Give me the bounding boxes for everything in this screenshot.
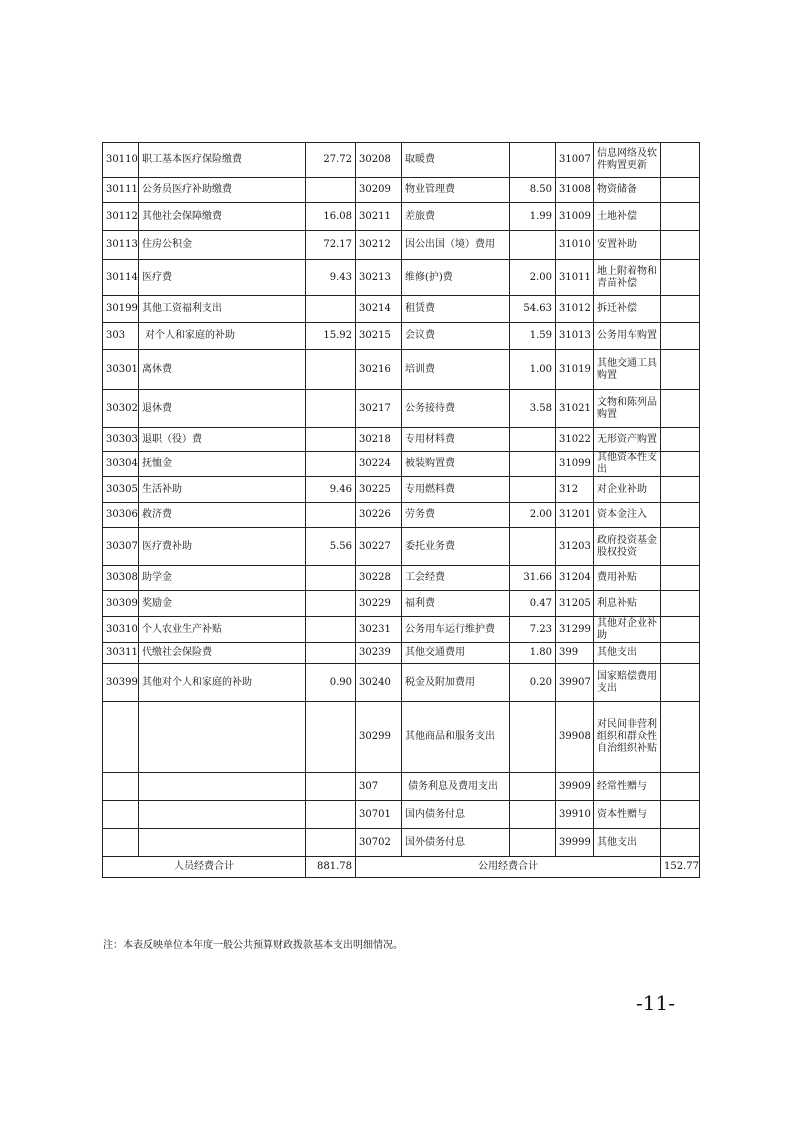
cell-n2: 专用燃料费 — [402, 477, 510, 503]
cell-a2 — [510, 801, 556, 829]
cell-c1: 30199 — [103, 296, 139, 323]
cell-n1 — [139, 801, 306, 829]
cell-n3: 拆迁补偿 — [594, 296, 661, 323]
cell-c3: 31010 — [556, 231, 594, 260]
expenditure-detail-table — [102, 142, 700, 878]
cell-c3: 31021 — [556, 390, 594, 428]
cell-c2: 30217 — [356, 390, 402, 428]
cell-n3: 资本金注入 — [594, 503, 661, 528]
table-row — [103, 591, 700, 617]
cell-a2 — [510, 773, 556, 801]
cell-a2 — [510, 428, 556, 452]
cell-a3 — [661, 428, 700, 452]
cell-c3: 312 — [556, 477, 594, 503]
cell-a3 — [661, 260, 700, 296]
public-total-label: 公用经费合计 — [356, 857, 661, 878]
cell-n2: 劳务费 — [402, 503, 510, 528]
cell-n2: 物业管理费 — [402, 178, 510, 203]
cell-n2: 维修(护)费 — [402, 260, 510, 296]
cell-c1 — [103, 773, 139, 801]
cell-c3: 39908 — [556, 702, 594, 773]
cell-a1: 9.46 — [306, 477, 356, 503]
cell-c2: 30224 — [356, 452, 402, 477]
cell-c1: 30111 — [103, 178, 139, 203]
cell-n2: 福利费 — [402, 591, 510, 617]
cell-a2 — [510, 452, 556, 477]
cell-a1: 72.17 — [306, 231, 356, 260]
cell-a1 — [306, 296, 356, 323]
cell-c3: 31007 — [556, 143, 594, 178]
cell-n2: 因公出国（境）费用 — [402, 231, 510, 260]
cell-a3 — [661, 390, 700, 428]
cell-c1 — [103, 702, 139, 773]
cell-n1: 抚恤金 — [139, 452, 306, 477]
cell-c1: 30311 — [103, 643, 139, 664]
cell-n3: 安置补助 — [594, 231, 661, 260]
table-row — [103, 664, 700, 702]
cell-a1 — [306, 617, 356, 643]
cell-c1: 30110 — [103, 143, 139, 178]
cell-a3 — [661, 503, 700, 528]
cell-c2: 30218 — [356, 428, 402, 452]
cell-n1: 住房公积金 — [139, 231, 306, 260]
cell-c1: 30113 — [103, 231, 139, 260]
cell-a2: 1.80 — [510, 643, 556, 664]
cell-a1: 0.90 — [306, 664, 356, 702]
cell-c3: 31009 — [556, 203, 594, 231]
cell-a1 — [306, 591, 356, 617]
cell-c1: 30304 — [103, 452, 139, 477]
cell-n3: 信息网络及软件购置更新 — [594, 143, 661, 178]
cell-n3: 对民间非营利组织和群众性自治组织补贴 — [594, 702, 661, 773]
cell-a3 — [661, 773, 700, 801]
cell-a3 — [661, 143, 700, 178]
cell-a3 — [661, 566, 700, 591]
table-row — [103, 143, 700, 178]
cell-n2: 工会经费 — [402, 566, 510, 591]
cell-n1: 离休费 — [139, 350, 306, 390]
cell-n1 — [139, 702, 306, 773]
cell-n1: 职工基本医疗保险缴费 — [139, 143, 306, 178]
cell-n3: 资本性赠与 — [594, 801, 661, 829]
cell-c2: 30211 — [356, 203, 402, 231]
cell-a1: 9.43 — [306, 260, 356, 296]
cell-c2: 30214 — [356, 296, 402, 323]
table-row — [103, 702, 700, 773]
cell-n3: 其他资本性支出 — [594, 452, 661, 477]
table-row — [103, 296, 700, 323]
cell-n2: 培训费 — [402, 350, 510, 390]
cell-c1: 30112 — [103, 203, 139, 231]
cell-n2: 取暖费 — [402, 143, 510, 178]
cell-a2 — [510, 829, 556, 857]
cell-a1 — [306, 350, 356, 390]
cell-a1: 15.92 — [306, 323, 356, 350]
cell-n3: 经常性赠与 — [594, 773, 661, 801]
cell-c2: 30229 — [356, 591, 402, 617]
table-body — [103, 143, 700, 878]
cell-c2: 30227 — [356, 528, 402, 566]
cell-n2: 差旅费 — [402, 203, 510, 231]
cell-n2: 税金及附加费用 — [402, 664, 510, 702]
cell-c1 — [103, 829, 139, 857]
cell-n1: 医疗费 — [139, 260, 306, 296]
cell-a3 — [661, 801, 700, 829]
cell-n1: 救济费 — [139, 503, 306, 528]
table-row — [103, 390, 700, 428]
cell-c1: 30309 — [103, 591, 139, 617]
table-row — [103, 178, 700, 203]
cell-a3 — [661, 829, 700, 857]
cell-a2: 8.50 — [510, 178, 556, 203]
cell-a3 — [661, 350, 700, 390]
cell-c3: 39907 — [556, 664, 594, 702]
cell-n2: 被装购置费 — [402, 452, 510, 477]
cell-c3: 31205 — [556, 591, 594, 617]
cell-c1: 30301 — [103, 350, 139, 390]
cell-n1: 医疗费补助 — [139, 528, 306, 566]
cell-n3: 无形资产购置 — [594, 428, 661, 452]
cell-n1 — [139, 773, 306, 801]
table-row — [103, 260, 700, 296]
cell-a2 — [510, 702, 556, 773]
cell-a3 — [661, 452, 700, 477]
cell-n1: 奖励金 — [139, 591, 306, 617]
cell-c3: 31022 — [556, 428, 594, 452]
table-row — [103, 231, 700, 260]
cell-a3 — [661, 528, 700, 566]
table-row — [103, 452, 700, 477]
cell-c3: 31013 — [556, 323, 594, 350]
cell-c3: 399 — [556, 643, 594, 664]
cell-a2: 0.47 — [510, 591, 556, 617]
cell-a3 — [661, 296, 700, 323]
cell-n1: 退休费 — [139, 390, 306, 428]
cell-n1: 其他对个人和家庭的补助 — [139, 664, 306, 702]
cell-n2: 公务接待费 — [402, 390, 510, 428]
cell-a1: 16.08 — [306, 203, 356, 231]
cell-n1: 退职（役）费 — [139, 428, 306, 452]
cell-a2 — [510, 528, 556, 566]
cell-c1: 303 — [103, 323, 139, 350]
cell-n2: 租赁费 — [402, 296, 510, 323]
cell-a2: 2.00 — [510, 503, 556, 528]
cell-c2: 30701 — [356, 801, 402, 829]
cell-c2: 30226 — [356, 503, 402, 528]
cell-c3: 39909 — [556, 773, 594, 801]
cell-c3: 39910 — [556, 801, 594, 829]
cell-a1 — [306, 829, 356, 857]
cell-n3: 利息补贴 — [594, 591, 661, 617]
cell-c3: 31012 — [556, 296, 594, 323]
cell-c2: 30216 — [356, 350, 402, 390]
table-row — [103, 428, 700, 452]
personnel-total-label: 人员经费合计 — [103, 857, 306, 878]
cell-a2: 2.00 — [510, 260, 556, 296]
cell-n2: 专用材料费 — [402, 428, 510, 452]
cell-c1: 30399 — [103, 664, 139, 702]
cell-c2: 30212 — [356, 231, 402, 260]
cell-c3: 31203 — [556, 528, 594, 566]
cell-a3 — [661, 203, 700, 231]
cell-c2: 30240 — [356, 664, 402, 702]
table-row — [103, 617, 700, 643]
cell-n3: 土地补偿 — [594, 203, 661, 231]
cell-c2: 30228 — [356, 566, 402, 591]
cell-a2: 31.66 — [510, 566, 556, 591]
cell-a2: 1.59 — [510, 323, 556, 350]
cell-a3 — [661, 643, 700, 664]
cell-a1: 27.72 — [306, 143, 356, 178]
cell-c2: 30209 — [356, 178, 402, 203]
cell-a2: 3.58 — [510, 390, 556, 428]
cell-c1: 30303 — [103, 428, 139, 452]
cell-n2: 国内债务付息 — [402, 801, 510, 829]
table-row — [103, 528, 700, 566]
cell-n1 — [139, 829, 306, 857]
cell-a2: 0.20 — [510, 664, 556, 702]
cell-a2: 1.00 — [510, 350, 556, 390]
cell-n3: 公务用车购置 — [594, 323, 661, 350]
public-total-value: 152.77 — [661, 857, 700, 878]
cell-c2: 30702 — [356, 829, 402, 857]
cell-a2: 54.63 — [510, 296, 556, 323]
table-row — [103, 566, 700, 591]
cell-n3: 其他对企业补助 — [594, 617, 661, 643]
cell-c1: 30305 — [103, 477, 139, 503]
cell-n3: 其他交通工具购置 — [594, 350, 661, 390]
cell-c1: 30307 — [103, 528, 139, 566]
cell-n3: 其他支出 — [594, 829, 661, 857]
cell-c1: 30302 — [103, 390, 139, 428]
table-row — [103, 643, 700, 664]
cell-c3: 31008 — [556, 178, 594, 203]
cell-c2: 30231 — [356, 617, 402, 643]
cell-a2 — [510, 231, 556, 260]
table-row — [103, 323, 700, 350]
cell-n3: 对企业补助 — [594, 477, 661, 503]
cell-a2: 7.23 — [510, 617, 556, 643]
table-row — [103, 350, 700, 390]
cell-c2: 30208 — [356, 143, 402, 178]
cell-a2: 1.99 — [510, 203, 556, 231]
cell-n3: 政府投资基金股权投资 — [594, 528, 661, 566]
cell-c1: 30308 — [103, 566, 139, 591]
cell-n1: 生活补助 — [139, 477, 306, 503]
cell-a2 — [510, 143, 556, 178]
table-row — [103, 773, 700, 801]
cell-c2: 30215 — [356, 323, 402, 350]
cell-c3: 31204 — [556, 566, 594, 591]
cell-c3: 39999 — [556, 829, 594, 857]
cell-n2: 委托业务费 — [402, 528, 510, 566]
page-number: -11- — [636, 991, 675, 1015]
table-row — [103, 801, 700, 829]
cell-c2: 30213 — [356, 260, 402, 296]
cell-c2: 307 — [356, 773, 402, 801]
cell-a3 — [661, 178, 700, 203]
table-row — [103, 829, 700, 857]
cell-c1: 30306 — [103, 503, 139, 528]
cell-c2: 30239 — [356, 643, 402, 664]
cell-c2: 30225 — [356, 477, 402, 503]
table-row — [103, 503, 700, 528]
cell-n1: 个人农业生产补贴 — [139, 617, 306, 643]
cell-a3 — [661, 591, 700, 617]
cell-a1 — [306, 643, 356, 664]
totals-row — [103, 857, 700, 878]
cell-n3: 物资储备 — [594, 178, 661, 203]
cell-n2: 其他商品和服务支出 — [402, 702, 510, 773]
personnel-total-value: 881.78 — [306, 857, 356, 878]
cell-c3: 31099 — [556, 452, 594, 477]
cell-a1 — [306, 452, 356, 477]
cell-n3: 其他支出 — [594, 643, 661, 664]
cell-n3: 地上附着物和青苗补偿 — [594, 260, 661, 296]
cell-a1 — [306, 503, 356, 528]
cell-n1: 其他社会保障缴费 — [139, 203, 306, 231]
cell-a3 — [661, 477, 700, 503]
cell-a1 — [306, 428, 356, 452]
cell-a1 — [306, 390, 356, 428]
cell-c3: 31011 — [556, 260, 594, 296]
cell-n3: 国家赔偿费用支出 — [594, 664, 661, 702]
cell-a3 — [661, 231, 700, 260]
cell-n1: 其他工资福利支出 — [139, 296, 306, 323]
cell-n2: 债务利息及费用支出 — [402, 773, 510, 801]
cell-a3 — [661, 664, 700, 702]
cell-c2: 30299 — [356, 702, 402, 773]
cell-n1: 对个人和家庭的补助 — [139, 323, 306, 350]
cell-a1 — [306, 702, 356, 773]
cell-n1: 助学金 — [139, 566, 306, 591]
table-note: 注：本表反映单位本年度一般公共预算财政拨款基本支出明细情况。 — [103, 940, 403, 951]
cell-c1: 30114 — [103, 260, 139, 296]
cell-a1 — [306, 773, 356, 801]
cell-c3: 31201 — [556, 503, 594, 528]
cell-n1: 公务员医疗补助缴费 — [139, 178, 306, 203]
table-row — [103, 477, 700, 503]
cell-n1: 代缴社会保险费 — [139, 643, 306, 664]
cell-n3: 费用补贴 — [594, 566, 661, 591]
cell-a3 — [661, 702, 700, 773]
cell-n2: 其他交通费用 — [402, 643, 510, 664]
cell-a3 — [661, 617, 700, 643]
cell-a1: 5.56 — [306, 528, 356, 566]
cell-c1: 30310 — [103, 617, 139, 643]
cell-a3 — [661, 323, 700, 350]
cell-a1 — [306, 566, 356, 591]
cell-a1 — [306, 178, 356, 203]
cell-n2: 会议费 — [402, 323, 510, 350]
cell-n2: 公务用车运行维护费 — [402, 617, 510, 643]
cell-c3: 31299 — [556, 617, 594, 643]
cell-c3: 31019 — [556, 350, 594, 390]
cell-n3: 文物和陈列品购置 — [594, 390, 661, 428]
cell-c1 — [103, 801, 139, 829]
table-row — [103, 203, 700, 231]
cell-n2: 国外债务付息 — [402, 829, 510, 857]
cell-a2 — [510, 477, 556, 503]
cell-a1 — [306, 801, 356, 829]
